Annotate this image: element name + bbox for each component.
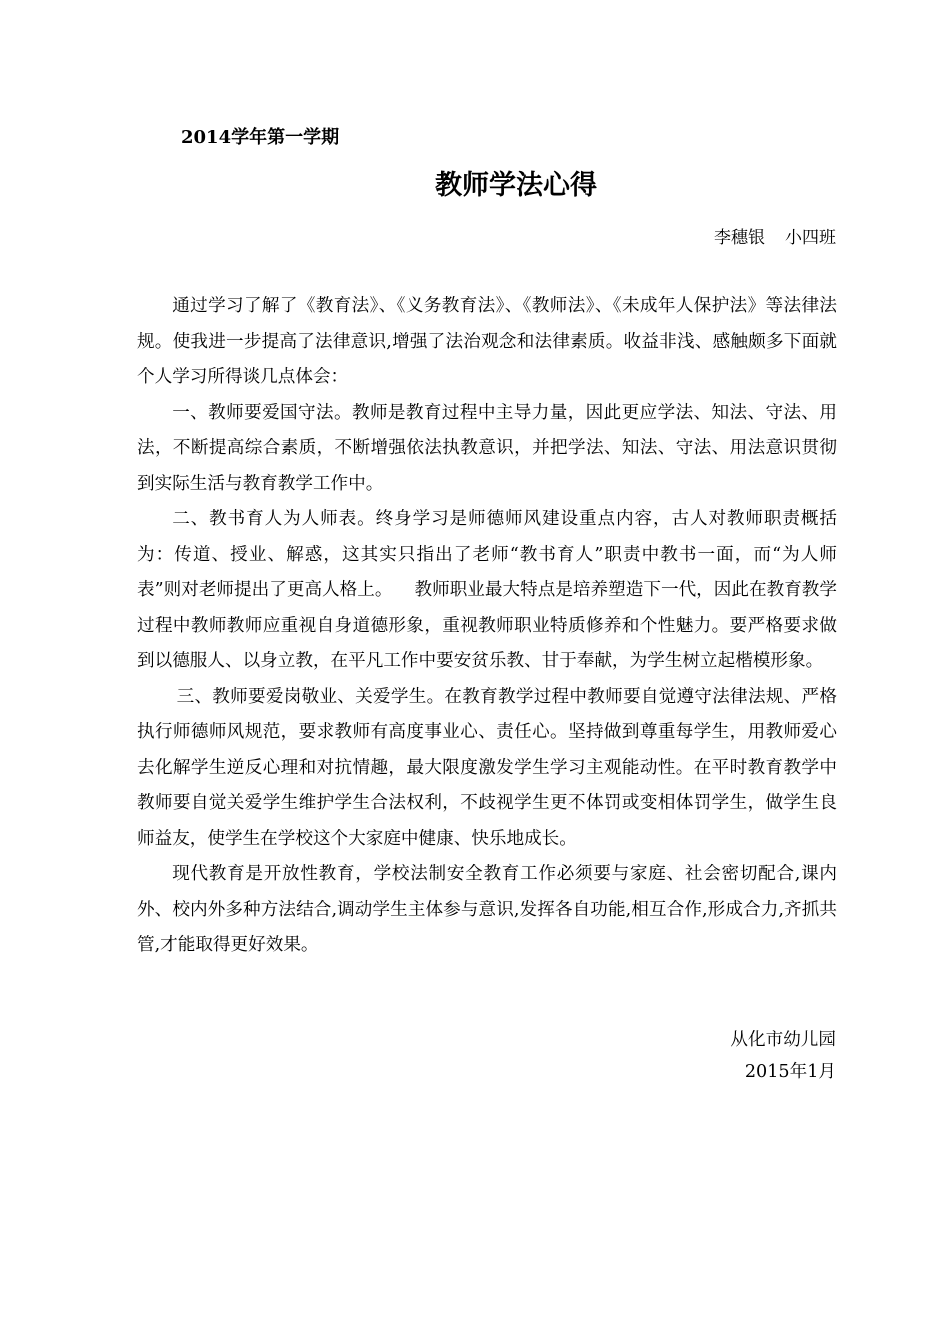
author-name: 李穗银 bbox=[714, 228, 765, 248]
author-class: 小四班 bbox=[785, 228, 836, 248]
signature-date: 2015年1月 bbox=[744, 1062, 836, 1082]
signature-block bbox=[730, 1024, 836, 1088]
term-heading: 2014学年第一学期 bbox=[181, 127, 340, 148]
paragraph-point-two-part2: 教师职业最大特点是培养塑造下一代，因此在教育教学过程中教师教师应重视自身道德形象，重视教师职业特质修养和个性魅力。要严格要求做到以德服人、以身立教，在平凡工作中要安贫乐教、甘于奉献，为学生树立起楷模形象。 bbox=[137, 580, 837, 671]
paragraph-point-three: 三、教师要爱岗敬业、关爱学生。在教育教学过程中教师要自觉遵守法律法规、严格执行师德师风规范，要求教师有高度事业心、责任心。坚持做到尊重每学生，用教师爱心去化解学生逆反心理和对抗情趣，最大限度激发学生学习主观能动性。在平时教育教学中教师要自觉关爱学生维护学生合法权利，不歧视学生更不体罚或变相体罚学生，做学生良师益友，使学生在学校这个大家庭中健康、快乐地成长。 bbox=[137, 686, 837, 849]
signature-organization: 从化市幼儿园 bbox=[730, 1030, 836, 1050]
document-body bbox=[137, 289, 837, 964]
paragraph-point-two-part1: 二、教书育人为人师表。终身学习是师德师风建设重点内容，古人对教师职责概括为：传道、授业、解惑，这其实只指出了老师“教书育人”职责中教书一面，而“为人师表”则对老师提出了更高人格上。 bbox=[137, 509, 837, 600]
document-title: 教师学法心得 bbox=[435, 170, 597, 201]
paragraph-conclusion: 现代教育是开放性教育，学校法制安全教育工作必须要与家庭、社会密切配合,课内外、校内外多种方法结合,调动学生主体参与意识,发挥各自功能,相互合作,形成合力,齐抓共管,才能取得更好效果。 bbox=[137, 864, 837, 955]
paragraph-intro: 通过学习了解了《教育法》、《义务教育法》、《教师法》、《未成年人保护法》等法律法规。使我进一步提高了法律意识,增强了法治观念和法律素质。收益非浅、感触颇多下面就个人学习所得谈几点体会： bbox=[137, 296, 837, 387]
author-line bbox=[714, 226, 836, 250]
paragraph-point-one: 一、教师要爱国守法。教师是教育过程中主导力量，因此更应学法、知法、守法、用法，不断提高综合素质，不断增强依法执教意识，并把学法、知法、守法、用法意识贯彻到实际生活与教育教学工作中。 bbox=[137, 402, 837, 494]
paragraph-point-two bbox=[137, 502, 837, 680]
